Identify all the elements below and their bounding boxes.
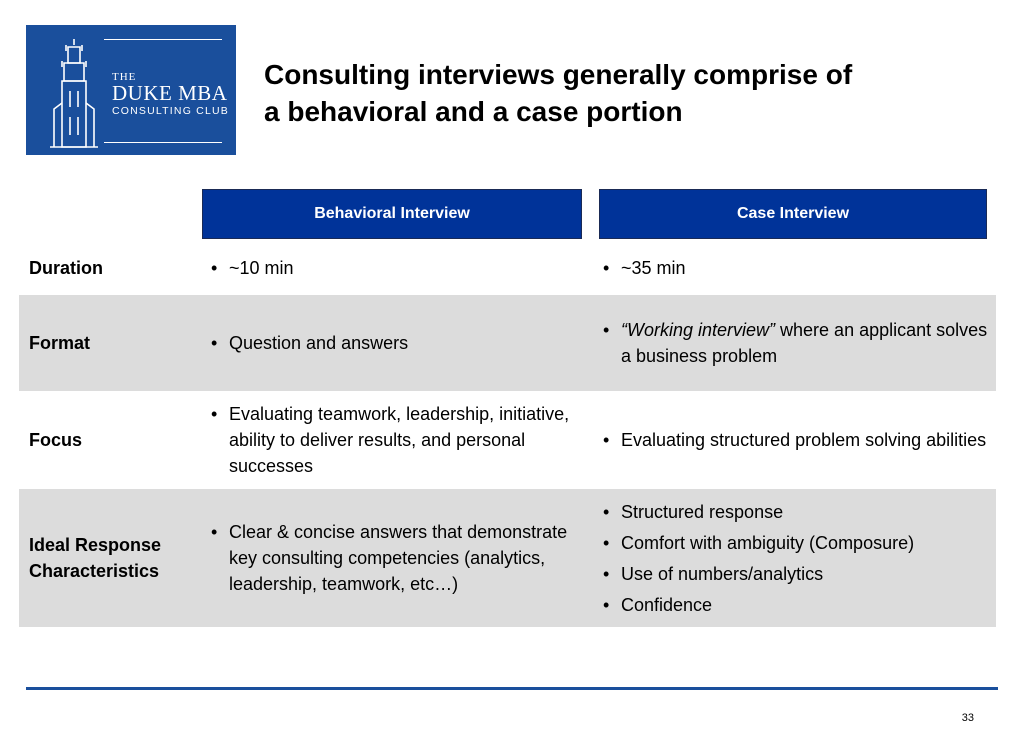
- table-row-format: [19, 295, 996, 391]
- focus-case-item: • Evaluating structured problem solving abilities: [599, 427, 994, 453]
- format-case-rest: where an applicant solves a business problem: [621, 320, 988, 366]
- format-case-cell: [599, 295, 994, 391]
- row-label-focus: Focus: [29, 430, 83, 450]
- row-label-duration: Duration: [29, 257, 103, 278]
- focus-behavioral-cell: [207, 391, 587, 489]
- table-row-focus: [19, 391, 996, 489]
- slide-title-line-2: a behavioral and a case portion: [264, 96, 683, 127]
- logo-top-rule: [104, 39, 222, 40]
- focus-behavioral-item: • Evaluating teamwork, leadership, initiative, ability to deliver results, and personal successes: [207, 401, 587, 479]
- table-row-ideal-response: [19, 489, 996, 627]
- logo-line-1: THE: [112, 71, 137, 83]
- header-behavioral-interview: Behavioral Interview: [202, 189, 582, 239]
- chapel-tower-icon: [46, 37, 102, 149]
- ideal-case-item: • Comfort with ambiguity (Composure): [599, 530, 994, 556]
- header-case-interview: Case Interview: [599, 189, 987, 239]
- format-case-item: [599, 317, 994, 369]
- page-number: 33: [961, 712, 974, 724]
- duration-case-cell: [599, 240, 994, 295]
- ideal-case-item: • Structured response: [599, 499, 994, 525]
- ideal-case-item: • Use of numbers/analytics: [599, 561, 994, 587]
- logo-bottom-rule: [104, 142, 222, 143]
- format-behavioral-cell: [207, 295, 587, 391]
- duration-case-item: • ~35 min: [599, 255, 994, 281]
- ideal-case-item: • Confidence: [599, 592, 994, 618]
- row-label-ideal-response: Ideal Response Characteristics: [29, 535, 162, 581]
- footer-divider: [26, 687, 998, 690]
- duration-behavioral-cell: [207, 240, 587, 295]
- row-label-format: Format: [29, 333, 91, 353]
- format-behavioral-item: • Question and answers: [207, 330, 587, 356]
- logo-line-3: CONSULTING CLUB: [112, 105, 229, 117]
- duration-behavioral-item: • ~10 min: [207, 255, 587, 281]
- ideal-case-cell: [599, 489, 994, 627]
- ideal-behavioral-item: • Clear & concise answers that demonstrate key consulting competencies (analytics, leadership, teamwork, etc…): [207, 519, 587, 597]
- slide-title-line-1: Consulting interviews generally comprise of: [264, 59, 853, 90]
- format-case-emphasis: “Working interview”: [621, 320, 776, 340]
- duke-mba-consulting-club-logo: [26, 25, 236, 155]
- logo-line-2: DUKE MBA: [112, 81, 228, 105]
- slide-title: [264, 56, 984, 130]
- focus-case-cell: [599, 391, 994, 489]
- table-row-duration: [19, 240, 996, 295]
- ideal-behavioral-cell: [207, 489, 587, 627]
